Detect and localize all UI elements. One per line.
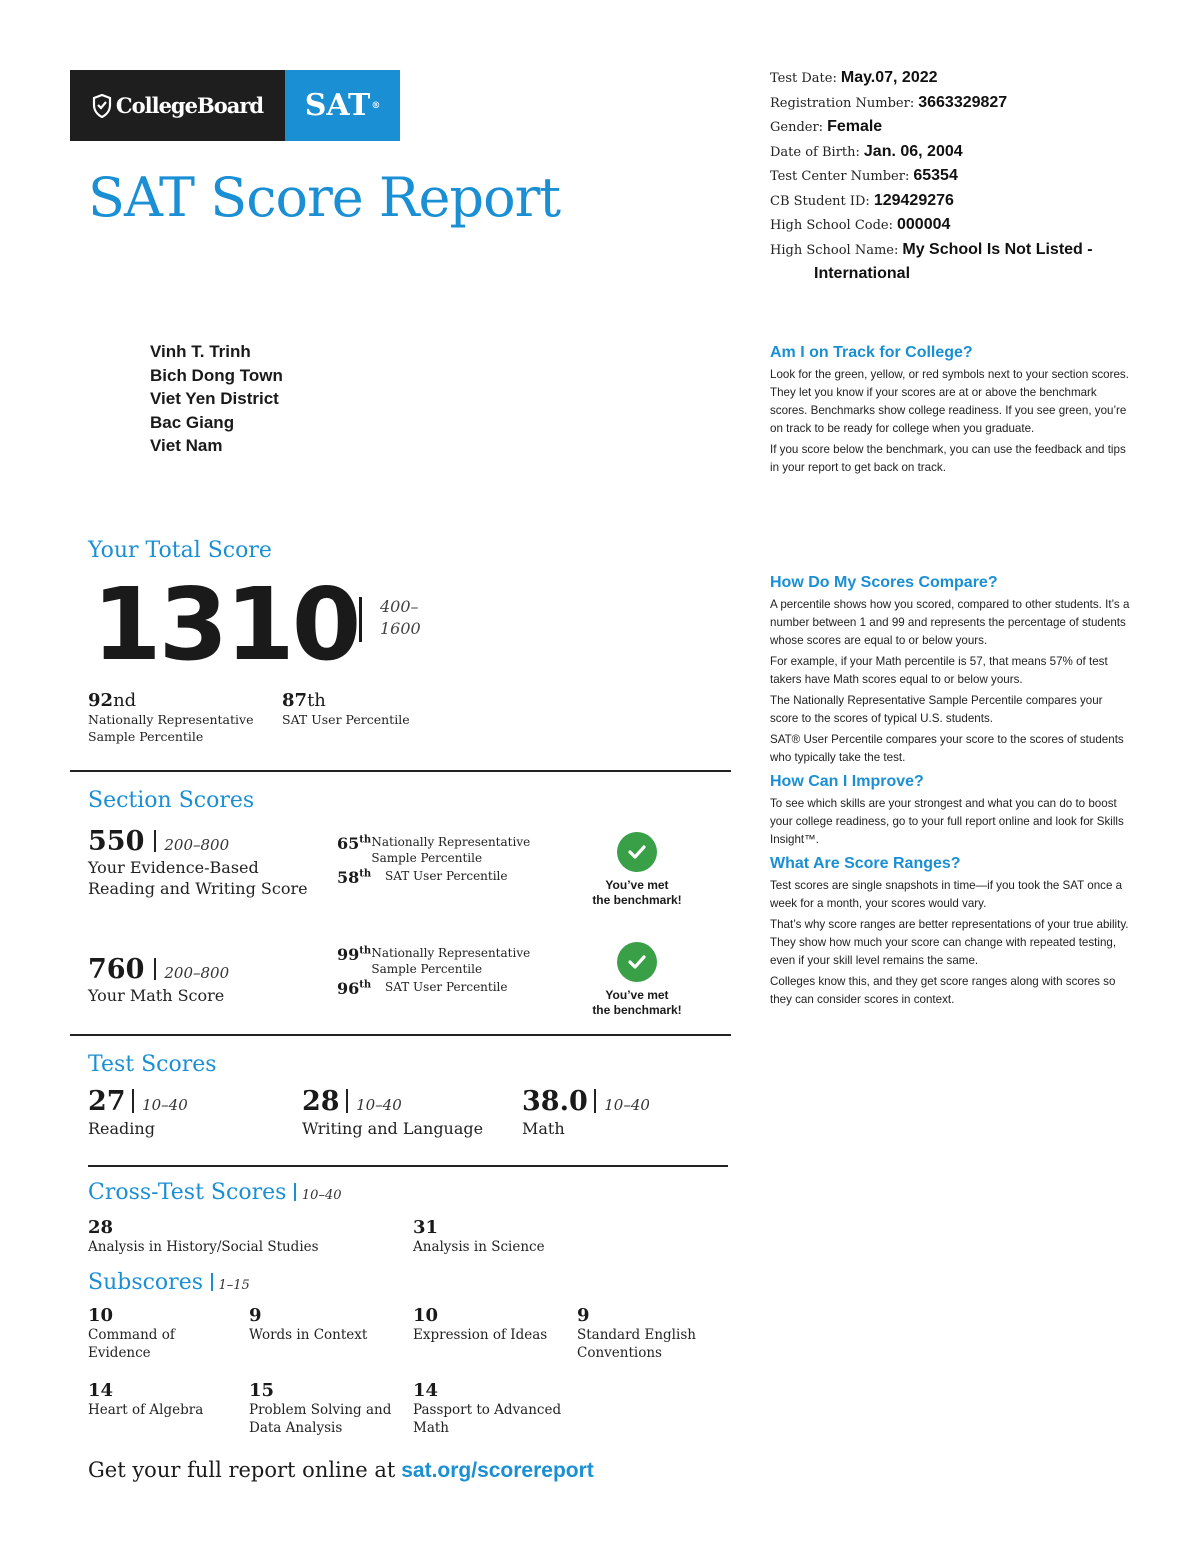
- test-score-name: Writing and Language: [302, 1119, 484, 1138]
- address-line: Bac Giang: [150, 412, 235, 432]
- total-score-range: [380, 596, 421, 640]
- total-score-heading: Your Total Score: [88, 538, 272, 563]
- subscore: [413, 1306, 563, 1344]
- benchmark-text: You’ve met the benchmark!: [592, 878, 682, 907]
- divider: [70, 1034, 731, 1036]
- subscore: [249, 1381, 399, 1437]
- test-score-name: Math: [522, 1119, 565, 1138]
- section-score-label: Your Math Score: [88, 986, 225, 1005]
- help-heading: Am I on Track for College?: [770, 344, 973, 361]
- test-score-writing: [302, 1086, 512, 1138]
- help-paragraph: Look for the green, yellow, or red symbols next to your section scores. They let you know if your scores are at or above the benchmark scores. Benchmarks show college readiness. If you see green, you’re on track to be ready for college when you graduate.: [770, 368, 1129, 435]
- section-score-value: 760: [88, 954, 145, 985]
- collegeboard-logo: [70, 70, 285, 141]
- section-percentiles-ebrw: 65th Nationally Representative Sample Percentile 58th SAT User Percentile: [337, 834, 567, 887]
- sat-logo: SAT ®: [285, 70, 400, 141]
- subscore-name: Standard English Conventions: [577, 1327, 696, 1361]
- cross-test-value: 28: [88, 1217, 114, 1238]
- benchmark-indicator: [572, 942, 702, 1018]
- info-date-of-birth: Date of Birth: Jan. 06, 2004: [770, 142, 963, 160]
- percentile-label: SAT User Percentile: [385, 869, 508, 883]
- percentile-label: Nationally Representative Sample Percentile: [371, 946, 531, 976]
- section-percentiles-math: 99th Nationally Representative Sample Percentile 96th SAT User Percentile: [337, 945, 567, 998]
- percentile-value: 87: [282, 690, 308, 711]
- subscore: [577, 1306, 727, 1362]
- check-icon: [617, 832, 657, 872]
- subscore-value: 10: [413, 1305, 439, 1326]
- percentile-value: 96: [337, 979, 360, 998]
- help-paragraph: A percentile shows how you scored, compared to other students. It’s a number between 1 and 99 and represents the percentage of students whose scores are equal to or below yours.: [770, 598, 1130, 647]
- help-heading: What Are Score Ranges?: [770, 855, 961, 872]
- total-nat-percentile: [88, 690, 268, 745]
- section-score-math: [88, 954, 328, 1006]
- page-title: SAT Score Report: [88, 166, 561, 229]
- help-paragraph: The Nationally Representative Sample Percentile compares your score to the scores of typical U.S. students.: [770, 694, 1103, 725]
- info-high-school-code: High School Code: 000004: [770, 216, 951, 233]
- address-country: Viet Nam: [150, 436, 223, 455]
- address-name: Vinh T. Trinh: [150, 342, 251, 361]
- help-paragraph: For example, if your Math percentile is 57, that means 57% of test takers have Math scores equal to or below yours.: [770, 655, 1108, 686]
- range-bottom: 1600: [380, 619, 421, 638]
- subscores-title: Subscores: [88, 1270, 204, 1295]
- benchmark-text: You’ve met the benchmark!: [592, 988, 682, 1017]
- percentile-value: 58: [337, 868, 360, 887]
- divider: [359, 597, 362, 642]
- help-heading: How Can I Improve?: [770, 773, 924, 790]
- test-score-value: 38.0: [522, 1086, 588, 1117]
- collegeboard-wordmark: CollegeBoard: [115, 93, 264, 118]
- percentile-label: Nationally Representative Sample Percentile: [371, 835, 531, 865]
- info-cb-student-id: CB Student ID: 129429276: [770, 191, 954, 209]
- test-score-value: 27: [88, 1086, 126, 1117]
- subscore-name: Expression of Ideas: [413, 1327, 548, 1343]
- section-score-label: Your Evidence-Based Reading and Writing Score: [88, 858, 308, 898]
- subscores-heading: [88, 1270, 250, 1295]
- address-line: Viet Yen District: [150, 389, 279, 408]
- total-user-percentile: [282, 690, 462, 728]
- subscore: [413, 1381, 563, 1437]
- subscore-value: 15: [249, 1380, 275, 1401]
- test-score-math: [522, 1086, 732, 1138]
- score-report-link[interactable]: sat.org/scorereport: [401, 1459, 594, 1482]
- subscore-value: 10: [88, 1305, 114, 1326]
- percentile-label: Nationally Representative Sample Percentile: [88, 712, 254, 744]
- subscore-value: 9: [577, 1305, 590, 1326]
- help-paragraph: To see which skills are your strongest and what you can do to boost your college readiness, go to your full report online and look for Skills Insight™.: [770, 797, 1124, 846]
- test-score-range: 10–40: [356, 1096, 402, 1114]
- help-paragraph: SAT® User Percentile compares your score to the scores of students who typically take the test.: [770, 733, 1124, 764]
- cross-test-score: [88, 1218, 388, 1256]
- cross-test-title: Cross-Test Scores: [88, 1180, 287, 1205]
- divider: [70, 770, 731, 772]
- shield-icon: [92, 94, 112, 118]
- test-score-reading: [88, 1086, 298, 1138]
- percentile-value: 65: [337, 834, 360, 853]
- test-score-range: 10–40: [604, 1096, 650, 1114]
- cross-test-name: Analysis in History/Social Studies: [88, 1239, 319, 1255]
- subscore-value: 14: [413, 1380, 439, 1401]
- subscore-name: Passport to Advanced Math: [413, 1402, 562, 1436]
- address-line: Bich Dong Town: [150, 365, 283, 385]
- percentile-label: SAT User Percentile: [282, 712, 410, 727]
- section-score-ebrw: [88, 826, 328, 899]
- subscore-name: Words in Context: [249, 1327, 368, 1343]
- info-test-center-number: Test Center Number: 65354: [770, 167, 958, 184]
- divider: [88, 1165, 728, 1167]
- info-high-school-name: High School Name: My School Is Not Listed - International: [770, 240, 1093, 282]
- cross-test-value: 31: [413, 1217, 439, 1238]
- help-paragraph: That’s why score ranges are better representations of your true ability. They show how much your score can change with repeated testing, even if your skill level remains the same.: [770, 918, 1129, 967]
- mailing-address: [150, 340, 283, 458]
- test-scores-heading: Test Scores: [88, 1052, 217, 1077]
- subscore-value: 14: [88, 1380, 114, 1401]
- subscore-value: 9: [249, 1305, 262, 1326]
- subscore: [88, 1306, 238, 1362]
- info-test-date: Test Date: May.07, 2022: [770, 69, 938, 86]
- subscore-name: Command of Evidence: [88, 1327, 175, 1361]
- logo: [70, 70, 400, 141]
- help-on-track: [770, 344, 1130, 480]
- benchmark-indicator: [572, 832, 702, 908]
- cross-test-score: [413, 1218, 713, 1256]
- cross-test-name: Analysis in Science: [413, 1239, 545, 1255]
- percentile-label: SAT User Percentile: [385, 980, 508, 994]
- cross-test-heading: [88, 1180, 342, 1205]
- info-registration-number: Registration Number: 3663329827: [770, 93, 1008, 111]
- percentile-value: 92: [88, 690, 114, 711]
- student-info: [770, 66, 1170, 286]
- section-score-range: 200–800: [164, 836, 230, 854]
- help-paragraph: Colleges know this, and they get score ranges along with scores so they can consider scores in context.: [770, 975, 1116, 1006]
- test-score-range: 10–40: [142, 1096, 188, 1114]
- test-score-value: 28: [302, 1086, 340, 1117]
- check-icon: [617, 942, 657, 982]
- percentile-suffix: nd: [113, 690, 137, 711]
- subscore: [88, 1381, 238, 1419]
- section-score-range: 200–800: [164, 964, 230, 982]
- percentile-suffix: th: [307, 690, 326, 711]
- subscores-range: 1–15: [218, 1278, 250, 1293]
- test-score-name: Reading: [88, 1119, 155, 1138]
- help-paragraph: If you score below the benchmark, you can use the feedback and tips in your report to get back on track.: [770, 443, 1126, 474]
- footer-text: Get your full report online at: [88, 1458, 396, 1482]
- percentile-value: 99: [337, 945, 360, 964]
- subscore-name: Heart of Algebra: [88, 1402, 204, 1418]
- section-scores-heading: Section Scores: [88, 788, 255, 813]
- total-score: 1310: [92, 566, 359, 683]
- subscore-name: Problem Solving and Data Analysis: [249, 1402, 392, 1436]
- subscore: [249, 1306, 399, 1344]
- info-gender: Gender: Female: [770, 118, 883, 135]
- range-top: 400–: [380, 597, 419, 616]
- help-heading: How Do My Scores Compare?: [770, 574, 998, 591]
- footer: [88, 1458, 594, 1483]
- help-paragraph: Test scores are single snapshots in time—if you took the SAT once a week for a month, your scores would vary.: [770, 879, 1123, 910]
- section-score-value: 550: [88, 826, 145, 857]
- cross-test-range: 10–40: [301, 1188, 342, 1203]
- help-column: [770, 574, 1132, 1012]
